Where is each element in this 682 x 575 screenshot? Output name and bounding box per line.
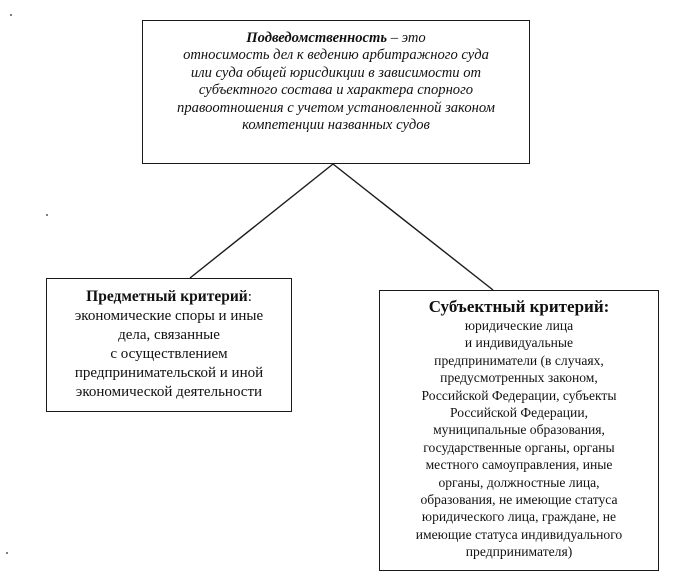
subjective-text-line: Российской Федерации, [450, 405, 588, 421]
subject-matter-criterion-box [46, 278, 292, 412]
subjective-text-line: предпринимателя) [465, 544, 573, 560]
subjective-text-line: Российской Федерации, субъекты [421, 387, 617, 403]
connector-line-left [190, 164, 333, 278]
definition-text-line: компетенции названных судов [242, 117, 430, 134]
subjective-text-line: юридические лица [464, 318, 574, 333]
subjective-text-line: предусмотренных законом, [440, 370, 598, 386]
definition-text-line: субъектного состава и характера спорного [198, 82, 474, 99]
definition-term: Подведомственность [246, 30, 388, 46]
subject-matter-text-line: с осуществлением [110, 346, 228, 362]
subject-matter-text-line: : [247, 289, 252, 305]
subjective-criterion-title: Субъектный критерий: [428, 297, 610, 316]
definition-text-line: – это [387, 30, 426, 46]
definition-text-line: правоотношения с учетом установленной законом [177, 99, 495, 116]
subjective-text-line: предприниматели (в случаях, [434, 352, 604, 368]
subject-matter-text-line: дела, связанные [118, 327, 220, 343]
subjective-text-line: имеющие статуса индивидуального [415, 526, 623, 542]
subject-matter-text-line: экономические споры и иные [74, 308, 264, 324]
subject-matter-criterion-title: Предметный критерий [86, 288, 248, 305]
subjective-text-line: юридического лица, граждане, не [421, 509, 617, 525]
subject-matter-text-line: экономической деятельности [75, 384, 263, 400]
definition-box [142, 20, 530, 164]
scan-speck [6, 552, 8, 554]
subjective-text-line: образования, не имеющие статуса [420, 492, 618, 508]
subjective-text-line: муниципальные образования, [433, 422, 605, 438]
scan-speck [10, 14, 12, 16]
definition-text-line: относимость дел к ведению арбитражного суда [183, 47, 489, 64]
subjective-text-line: государственные органы, органы [423, 439, 615, 455]
subjective-text-line: и индивидуальные [464, 335, 574, 351]
connector-line-right [333, 164, 493, 290]
definition-text-line: или суда общей юрисдикции в зависимости от [190, 64, 482, 81]
subject-matter-text-line: предпринимательской и иной [74, 365, 264, 381]
subjective-text-line: местного самоуправления, иные [425, 457, 613, 473]
subjective-text-line: органы, должностные лица, [438, 474, 600, 490]
scan-speck [46, 214, 48, 216]
subjective-criterion-box [379, 290, 659, 571]
